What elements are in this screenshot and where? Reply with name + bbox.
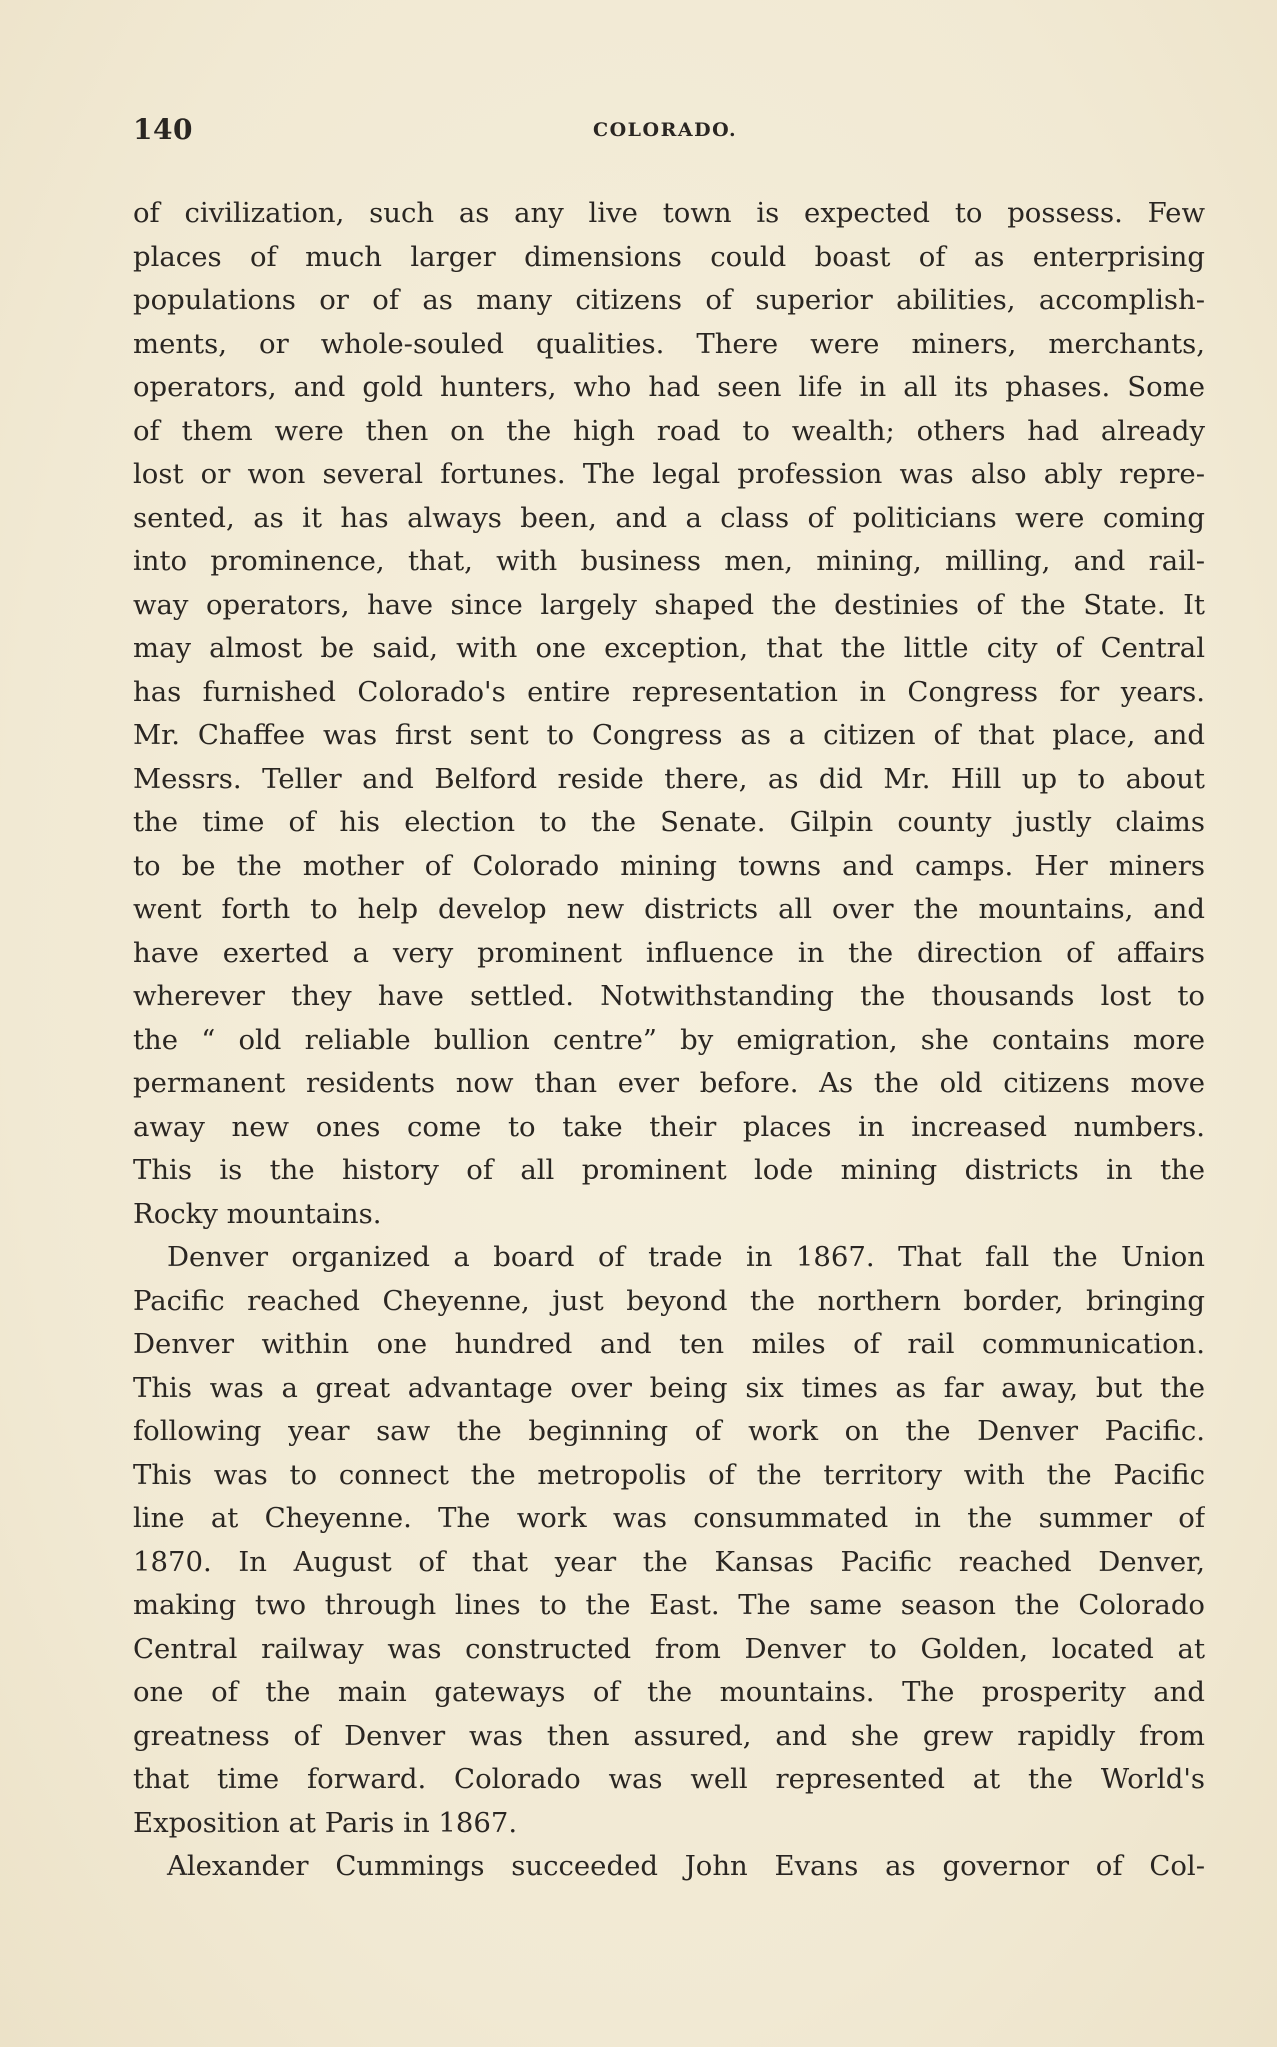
text-line: have exerted a very prominent influence in the direction of affairs <box>133 936 1205 969</box>
text-line: sented, as it has always been, and a class of politicians were coming <box>133 501 1205 534</box>
text-line: places of much larger dimensions could boast of as enterprising <box>133 240 1205 273</box>
text-line: has furnished Colorado's entire representation in Congress for years. <box>133 675 1205 708</box>
text-line: wherever they have settled. Notwithstanding the thousands lost to <box>133 980 1205 1012</box>
text-line: Denver within one hundred and ten miles of rail communication. <box>133 1328 1205 1360</box>
text-line: Mr. Chaffee was first sent to Congress as a citizen of that place, and <box>133 719 1205 751</box>
page-header <box>133 113 1205 153</box>
text-line: This was a great advantage over being six times as far away, but the <box>133 1371 1205 1404</box>
text-line: Rocky mountains. <box>133 1197 382 1230</box>
text-line: may almost be said, with one exception, that the little city of Central <box>133 632 1205 664</box>
text-line: lost or won several fortunes. The legal profession was also ably repre- <box>133 458 1205 490</box>
text-line: the “ old reliable bullion centre” by emigration, she contains more <box>133 1023 1205 1056</box>
text-line: Denver organized a board of trade in 1867. That fall the Union <box>167 1241 1205 1273</box>
text-line: Central railway was constructed from Denver to Golden, located at <box>133 1632 1205 1665</box>
text-line: into prominence, that, with business men, mining, milling, and rail- <box>133 545 1205 577</box>
text-line: went forth to help develop new districts all over the mountains, and <box>133 893 1205 925</box>
running-head: COLORADO. <box>593 119 738 141</box>
text-line: operators, and gold hunters, who had seen life in all its phases. Some <box>133 371 1205 403</box>
text-line: ments, or whole-souled qualities. There were miners, merchants, <box>133 327 1205 360</box>
text-line: This was to connect the metropolis of the territory with the Pacific <box>133 1458 1205 1491</box>
text-line: way operators, have since largely shaped the destinies of the State. It <box>133 588 1205 621</box>
text-line: that time forward. Colorado was well represented at the World's <box>133 1763 1205 1795</box>
text-line: of them were then on the high road to wealth; others had already <box>133 414 1205 447</box>
text-line: Messrs. Teller and Belford reside there, as did Mr. Hill up to about <box>133 762 1205 795</box>
text-line: following year saw the beginning of work on the Denver Pacific. <box>133 1415 1205 1447</box>
text-line: Pacific reached Cheyenne, just beyond the northern border, bringing <box>133 1284 1205 1317</box>
text-line: 1870. In August of that year the Kansas Pacific reached Denver, <box>133 1545 1205 1578</box>
text-line: away new ones come to take their places in increased numbers. <box>133 1110 1205 1143</box>
text-line: to be the mother of Colorado mining towns and camps. Her miners <box>133 849 1205 882</box>
page-number: 140 <box>133 113 193 146</box>
text-line: line at Cheyenne. The work was consummated in the summer of <box>133 1502 1205 1534</box>
text-line: permanent residents now than ever before. As the old citizens move <box>133 1067 1205 1099</box>
text-line: one of the main gateways of the mountains. The prosperity and <box>133 1676 1205 1708</box>
text-line: of civilization, such as any live town is expected to possess. Few <box>133 197 1205 229</box>
text-line: This is the history of all prominent lode mining districts in the <box>133 1154 1205 1186</box>
body-text <box>133 192 1205 1889</box>
text-line: greatness of Denver was then assured, and she grew rapidly from <box>133 1719 1205 1752</box>
text-line: Exposition at Paris in 1867. <box>133 1806 518 1839</box>
text-line: Alexander Cummings succeeded John Evans as governor of Col- <box>167 1850 1205 1882</box>
text-line: populations or of as many citizens of superior abilities, accomplish- <box>133 284 1205 316</box>
text-line: making two through lines to the East. The same season the Colorado <box>133 1589 1205 1621</box>
text-line: the time of his election to the Senate. Gilpin county justly claims <box>133 806 1205 838</box>
